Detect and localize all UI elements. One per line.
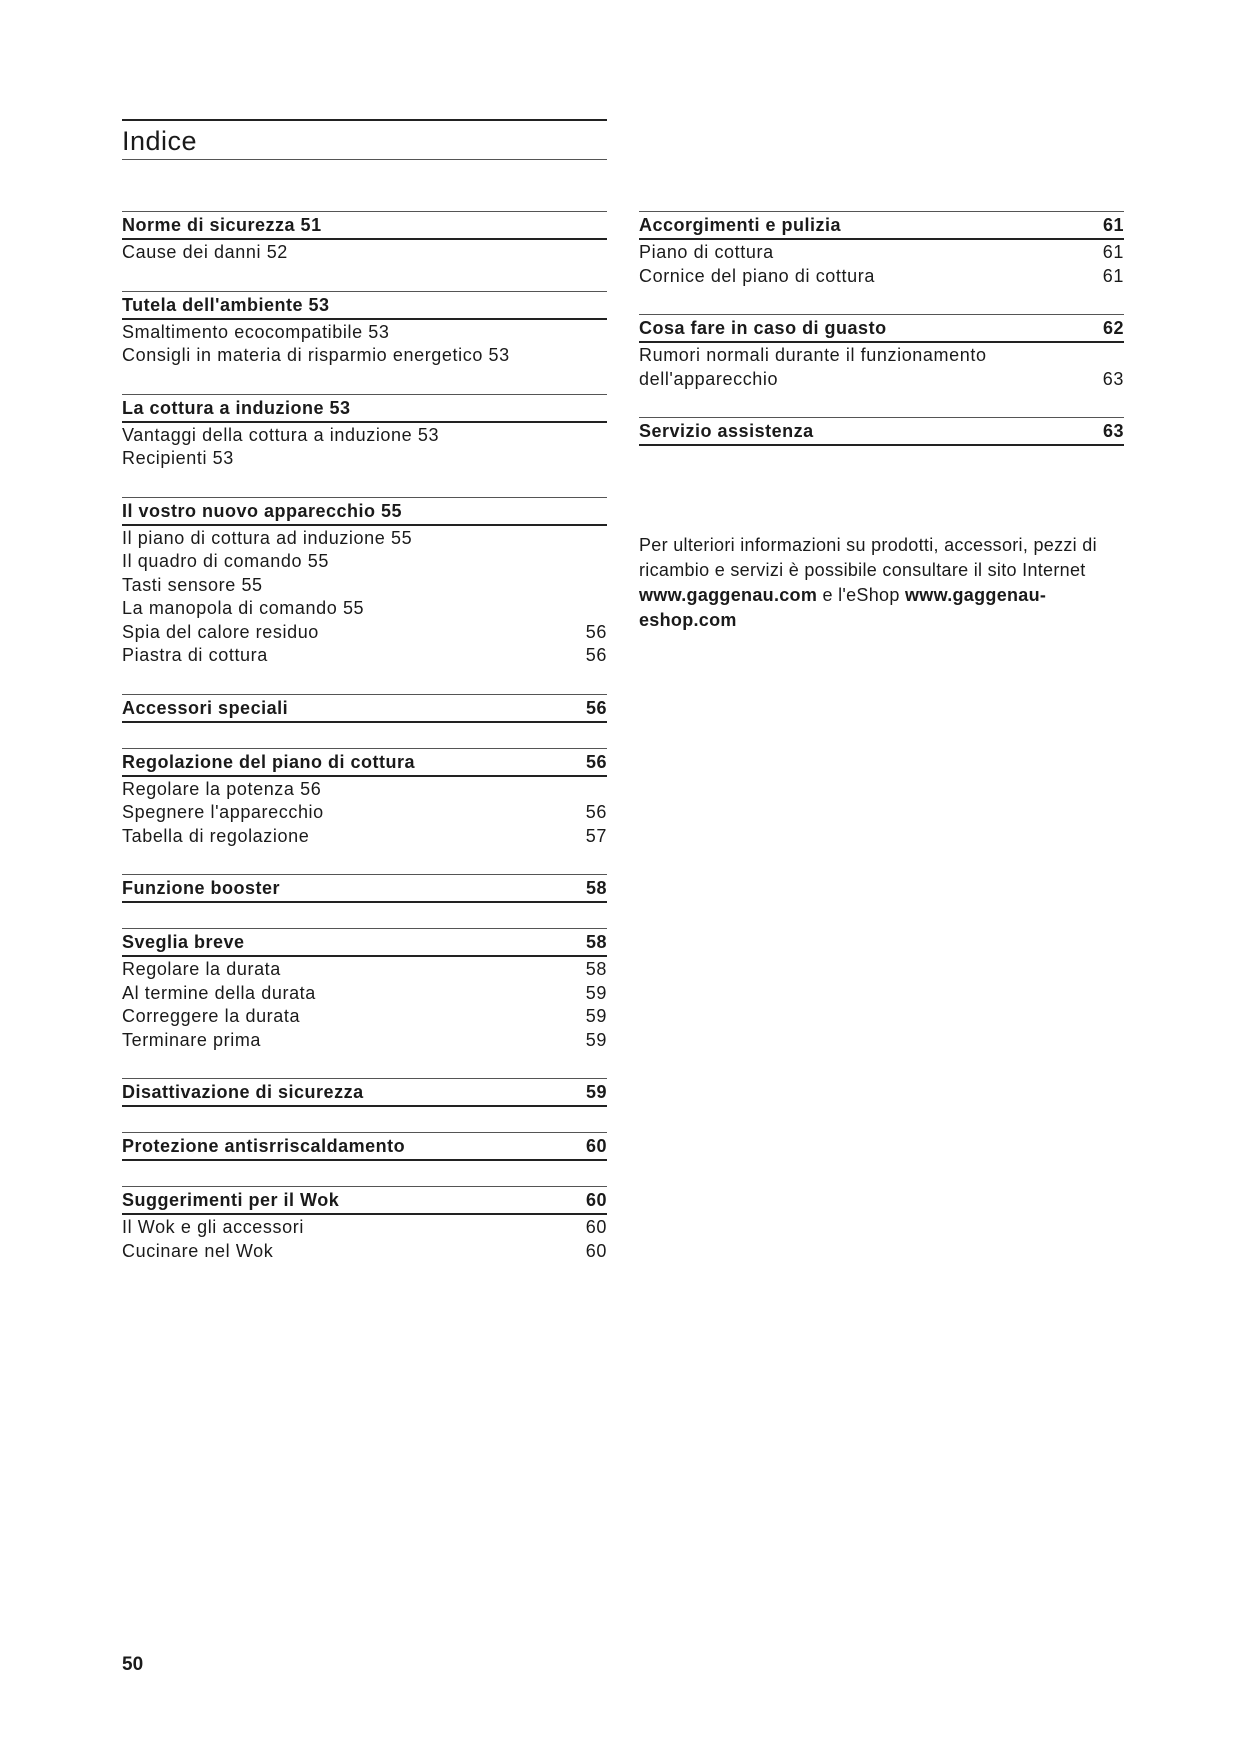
toc-entry-page: 58 (585, 959, 607, 979)
toc-heading-page: 58 (585, 878, 607, 898)
toc-entry-list (122, 1215, 607, 1263)
toc-entry-label: Spia del calore residuo (122, 621, 319, 642)
info-text-1: Per ulteriori informazioni su prodotti, accessori, pezzi di ricambio e servizi è possibile consultare il sito Internet (639, 535, 1097, 580)
toc-entry-list (122, 526, 607, 668)
toc-heading-page: 60 (585, 1136, 607, 1156)
toc-entry-label: La manopola di comando 55 (122, 598, 365, 618)
section-spacer (639, 391, 1124, 417)
toc-section-heading[interactable] (122, 1132, 607, 1161)
toc-section-sveglia-breve (122, 928, 607, 1052)
toc-entry-label: dell'apparecchio (639, 368, 779, 389)
toc-entry[interactable] (122, 550, 607, 574)
toc-entry-page: 56 (585, 645, 607, 665)
toc-heading-page: 63 (1102, 421, 1124, 441)
toc-entry-page: 59 (585, 982, 607, 1003)
toc-entry-page: 59 (585, 1006, 607, 1026)
toc-entry[interactable] (122, 321, 607, 345)
toc-entry-page: 61 (1102, 265, 1124, 286)
toc-entry-page: 60 (585, 1240, 607, 1261)
toc-heading-label: Servizio assistenza (639, 421, 814, 441)
toc-entry[interactable] (639, 368, 1124, 392)
section-spacer (122, 1107, 607, 1132)
toc-entry-page: 63 (1102, 368, 1124, 389)
toc-heading-page: 59 (585, 1082, 607, 1102)
toc-heading-label: Cosa fare in caso di guasto (639, 318, 887, 338)
toc-entry[interactable] (122, 597, 607, 621)
toc-section-heading[interactable] (122, 694, 607, 723)
toc-entry-page: 59 (585, 1029, 607, 1050)
toc-entry-label: Smaltimento ecocompatibile 53 (122, 321, 390, 342)
toc-entry-label: Tabella di regolazione (122, 825, 310, 846)
toc-entry-label: Spegnere l'apparecchio (122, 802, 324, 822)
toc-section-servizio-assistenza (639, 417, 1124, 446)
toc-section-suggerimenti-per-il-wok (122, 1186, 607, 1263)
toc-section-heading[interactable] (639, 211, 1124, 240)
toc-entry[interactable] (122, 958, 607, 982)
page-number: 50 (122, 1654, 144, 1675)
toc-entry-label: Cucinare nel Wok (122, 1240, 274, 1261)
toc-entry[interactable] (122, 982, 607, 1006)
eshop-link[interactable]: www.gaggenau-eshop.com (639, 585, 1047, 630)
section-spacer (122, 471, 607, 497)
section-spacer (122, 368, 607, 394)
toc-section-protezione-antisrriscaldamento (122, 1132, 607, 1161)
toc-section-heading[interactable] (122, 928, 607, 957)
section-spacer (122, 903, 607, 928)
toc-entry-list (122, 240, 607, 265)
toc-section-norme-di-sicurezza-51 (122, 211, 607, 265)
section-spacer (122, 1052, 607, 1078)
toc-entry-label: Vantaggi della cottura a induzione 53 (122, 424, 440, 445)
toc-heading-label: Disattivazione di sicurezza (122, 1082, 364, 1102)
toc-entry-list (122, 777, 607, 849)
toc-section-tutela-dell-ambiente-53 (122, 291, 607, 368)
toc-heading-page: 58 (585, 932, 607, 952)
toc-entry-label: Correggere la durata (122, 1006, 301, 1026)
toc-heading-label: Protezione antisrriscaldamento (122, 1136, 406, 1156)
toc-heading-page: 56 (585, 751, 607, 772)
toc-entry-page: 61 (1102, 242, 1124, 262)
toc-entry-list (122, 423, 607, 471)
toc-heading-label: Suggerimenti per il Wok (122, 1190, 340, 1210)
toc-entry[interactable] (122, 644, 607, 668)
toc-entry[interactable] (122, 424, 607, 448)
toc-section-accorgimenti-e-pulizia (639, 211, 1124, 288)
toc-entry-label: Tasti sensore 55 (122, 574, 263, 595)
toc-section-heading[interactable] (122, 1186, 607, 1215)
toc-section-cosa-fare-in-caso-di-guasto (639, 314, 1124, 391)
toc-heading-page: 62 (1102, 318, 1124, 338)
toc-heading-label: Funzione booster (122, 878, 280, 898)
toc-heading-label: Il vostro nuovo apparecchio 55 (122, 500, 403, 521)
toc-section-heading[interactable] (639, 417, 1124, 446)
toc-entry-list (122, 320, 607, 368)
toc-heading-label: Regolazione del piano di cottura (122, 751, 416, 772)
toc-section-disattivazione-di-sicurezza (122, 1078, 607, 1107)
toc-section-heading[interactable] (122, 291, 607, 320)
toc-entry[interactable] (122, 1240, 607, 1264)
website-link[interactable]: www.gaggenau.com (639, 585, 818, 605)
toc-entry-label: Il quadro di comando 55 (122, 551, 329, 571)
toc-entry-label: Il piano di cottura ad induzione 55 (122, 527, 413, 548)
toc-entry-label: Recipienti 53 (122, 448, 234, 468)
toc-left-column (122, 211, 607, 1263)
toc-entry[interactable] (122, 344, 607, 368)
toc-heading-label: La cottura a induzione 53 (122, 397, 351, 418)
page-title: Indice (122, 119, 607, 160)
toc-entry[interactable] (122, 621, 607, 645)
toc-section-la-cottura-a-induzione-53 (122, 394, 607, 471)
toc-entry-label: Piastra di cottura (122, 645, 268, 665)
toc-section-il-vostro-nuovo-apparecchio-55 (122, 497, 607, 668)
toc-entry-page: 60 (585, 1217, 607, 1237)
toc-right-column (639, 211, 1124, 446)
toc-entry[interactable] (122, 778, 607, 802)
toc-entry[interactable] (639, 241, 1124, 265)
toc-entry[interactable] (122, 447, 607, 471)
toc-section-heading[interactable] (122, 748, 607, 777)
section-spacer (122, 848, 607, 874)
toc-entry[interactable] (639, 344, 1124, 368)
toc-heading-page: 61 (1102, 215, 1124, 235)
toc-entry-label: Il Wok e gli accessori (122, 1217, 304, 1237)
section-spacer (122, 668, 607, 694)
toc-entry-label: Regolare la potenza 56 (122, 778, 322, 799)
toc-heading-label: Tutela dell'ambiente 53 (122, 294, 330, 315)
toc-entry[interactable] (122, 1029, 607, 1053)
toc-section-funzione-booster (122, 874, 607, 903)
toc-entry[interactable] (122, 1005, 607, 1029)
toc-entry-page: 56 (585, 621, 607, 642)
toc-section-accessori-speciali (122, 694, 607, 723)
toc-entry-label: Rumori normali durante il funzionamento (639, 345, 987, 365)
section-spacer (122, 723, 607, 748)
toc-heading-page: 56 (585, 697, 607, 718)
section-spacer (122, 1161, 607, 1186)
toc-entry-list (639, 343, 1124, 391)
toc-heading-label: Accorgimenti e pulizia (639, 215, 842, 235)
info-paragraph (639, 533, 1129, 633)
toc-entry[interactable] (122, 574, 607, 598)
toc-section-heading[interactable] (122, 497, 607, 526)
toc-entry-page: 56 (585, 802, 607, 822)
toc-section-heading[interactable] (122, 1078, 607, 1107)
toc-section-regolazione-del-piano-di-cottura (122, 748, 607, 849)
toc-entry-page: 57 (585, 825, 607, 846)
toc-entry-label: Consigli in materia di risparmio energetico 53 (122, 345, 510, 365)
toc-entry-label: Terminare prima (122, 1029, 262, 1050)
toc-entry[interactable] (122, 801, 607, 825)
toc-heading-page: 60 (585, 1190, 607, 1210)
toc-section-heading[interactable] (122, 874, 607, 903)
toc-entry[interactable] (122, 241, 607, 265)
toc-entry[interactable] (122, 825, 607, 849)
section-spacer (639, 288, 1124, 314)
toc-entry[interactable] (122, 1216, 607, 1240)
toc-entry-label: Cornice del piano di cottura (639, 265, 875, 286)
toc-heading-label: Norme di sicurezza 51 (122, 215, 322, 235)
toc-section-heading[interactable] (639, 314, 1124, 343)
toc-section-heading[interactable] (122, 211, 607, 240)
toc-heading-label: Sveglia breve (122, 932, 245, 952)
toc-entry-label: Al termine della durata (122, 982, 316, 1003)
toc-entry[interactable] (122, 527, 607, 551)
toc-entry-label: Cause dei danni 52 (122, 242, 288, 262)
toc-entry-list (639, 240, 1124, 288)
toc-entry-list (122, 957, 607, 1052)
info-text-2: e l'eShop (817, 585, 905, 605)
toc-heading-label: Accessori speciali (122, 697, 289, 718)
toc-entry-label: Piano di cottura (639, 242, 774, 262)
toc-entry[interactable] (639, 265, 1124, 289)
toc-section-heading[interactable] (122, 394, 607, 423)
toc-entry-label: Regolare la durata (122, 959, 281, 979)
section-spacer (122, 265, 607, 291)
